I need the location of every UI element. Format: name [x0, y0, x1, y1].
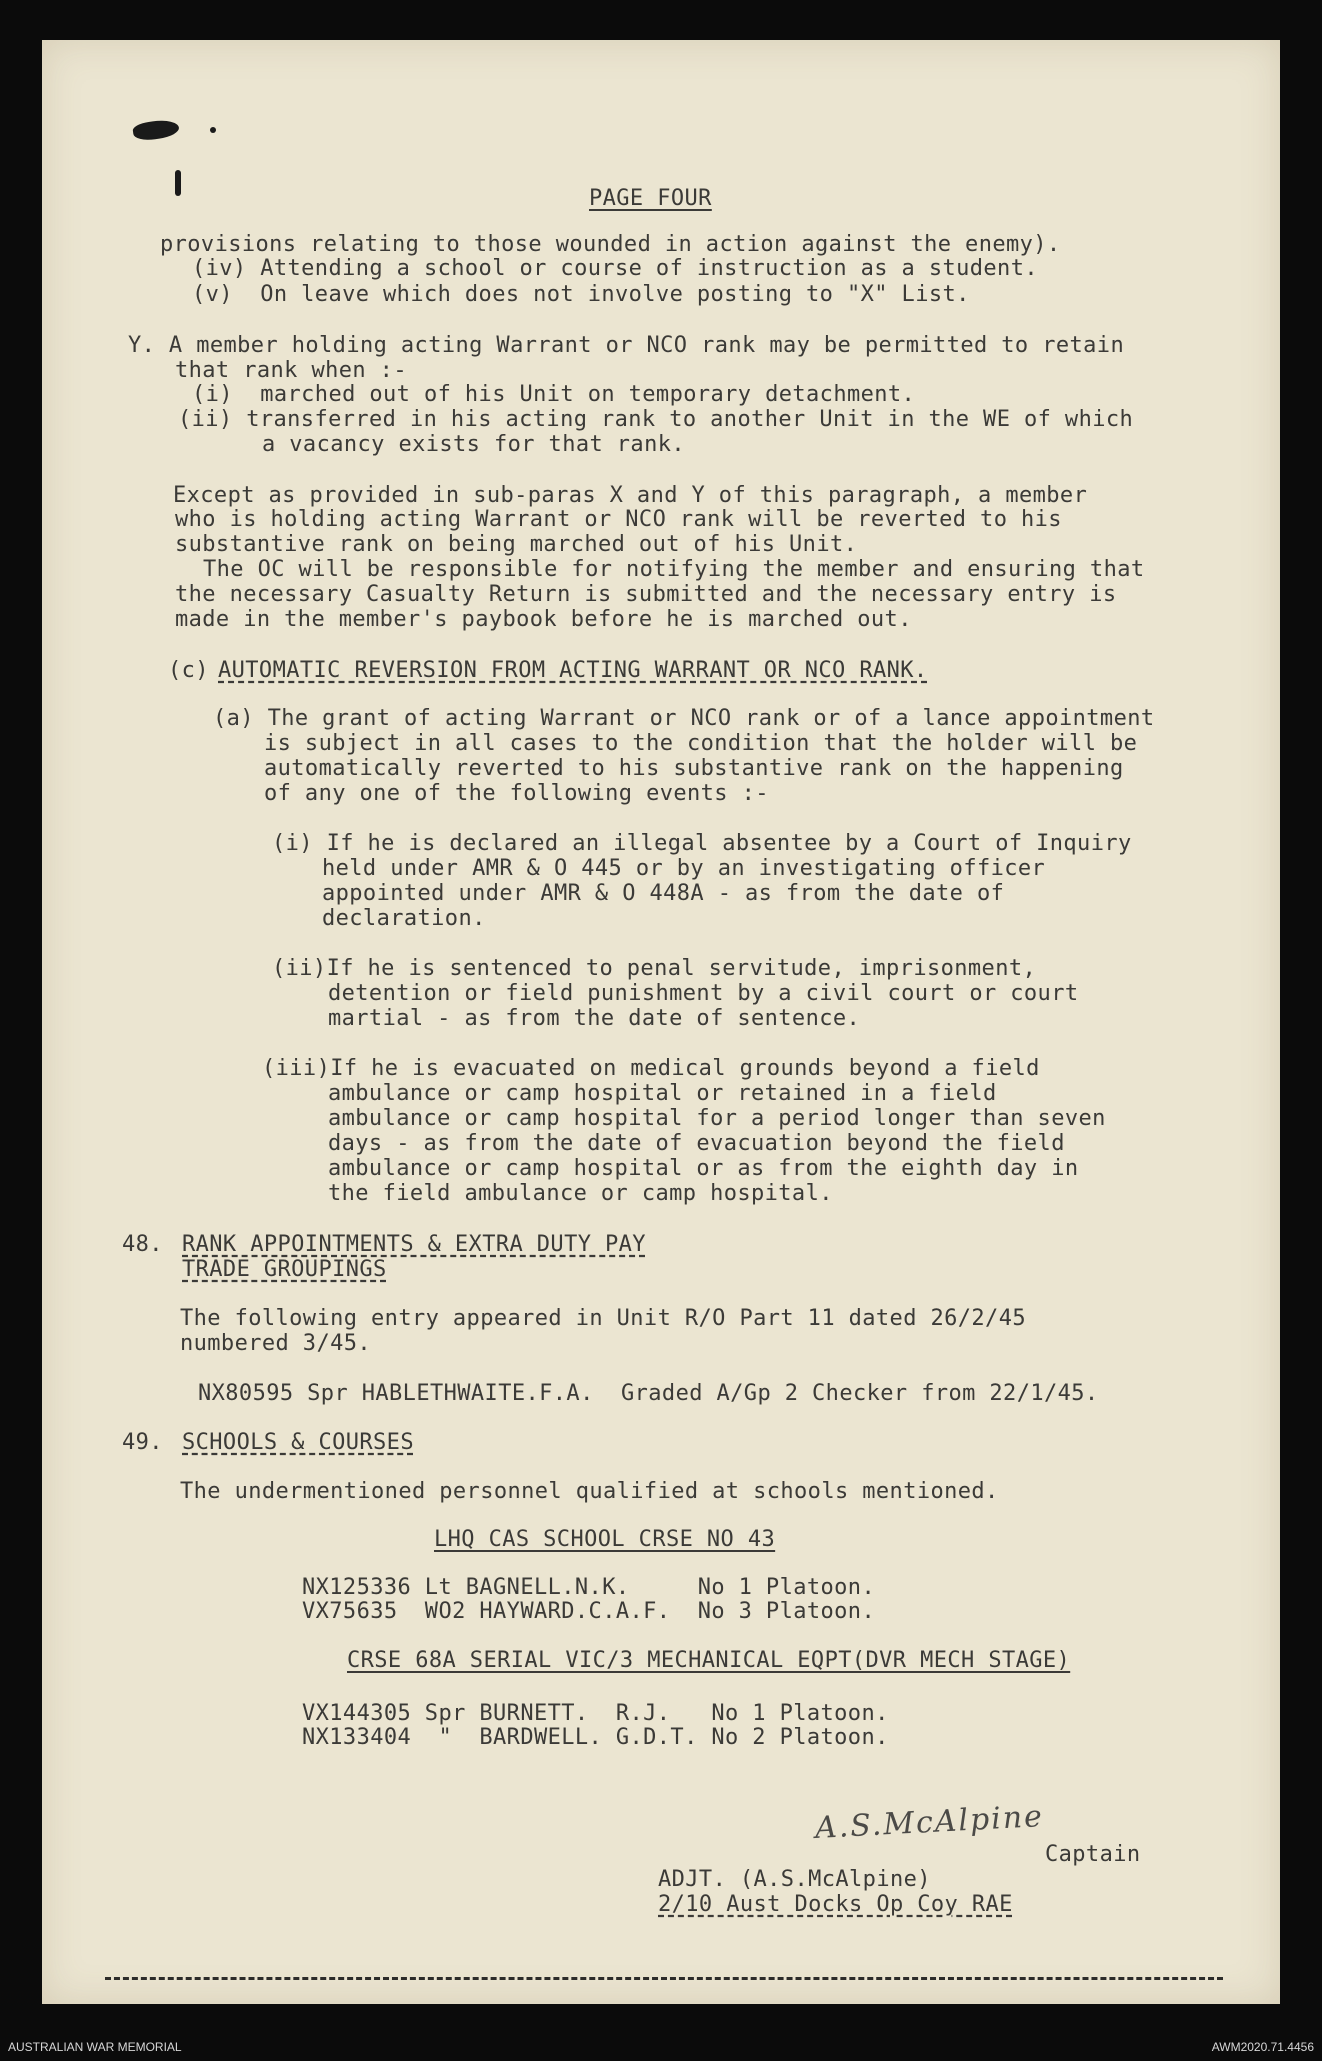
signature-line-2: 2/10 Aust Docks Op Coy RAE — [658, 1892, 1013, 1917]
school-1-title: LHQ CAS SCHOOL CRSE NO 43 — [434, 1527, 776, 1552]
except-line: Except as provided in sub-paras X and Y of this paragraph, a member — [173, 483, 1088, 508]
para-y-line: (i) marched out of his Unit on temporary detachment. — [192, 382, 916, 407]
item-iii-line: ambulance or camp hospital for a period longer than seven — [328, 1106, 1106, 1131]
section-48-body: The following entry appeared in Unit R/O Part 11 dated 26/2/45 — [180, 1306, 1026, 1331]
section-c-para-a: is subject in all cases to the condition that the holder will be — [264, 731, 1138, 756]
item-ii-line: detention or field punishment by a civil court or court — [328, 981, 1079, 1006]
intro-line: provisions relating to those wounded in action against the enemy). — [160, 232, 1061, 257]
section-49-number: 49. — [122, 1430, 163, 1455]
bottom-rule — [105, 1977, 1223, 1980]
except-line: substantive rank on being marched out of his Unit. — [175, 532, 858, 557]
footer-right: AWM2020.71.4456 — [1211, 2040, 1314, 2054]
school-2-row: NX133404 " BARDWELL. G.D.T. No 2 Platoon. — [302, 1725, 889, 1750]
section-48-body: numbered 3/45. — [180, 1331, 372, 1356]
signature-line-1: ADJT. (A.S.McAlpine) — [658, 1867, 931, 1892]
section-49-body: The undermentioned personnel qualified at schools mentioned. — [180, 1479, 999, 1504]
item-iii-line: ambulance or camp hospital or as from the eighth day in — [328, 1156, 1079, 1181]
except-line: the necessary Casualty Return is submitted and the necessary entry is — [175, 582, 1117, 607]
ink-tick-mark — [175, 170, 181, 196]
except-line: The OC will be responsible for notifying the member and ensuring that — [203, 557, 1145, 582]
section-48-number: 48. — [122, 1232, 163, 1257]
item-iii-line: the field ambulance or camp hospital. — [328, 1181, 833, 1206]
section-c-para-a: (a) The grant of acting Warrant or NCO rank or of a lance appointment — [213, 706, 1155, 731]
item-ii-line: martial - as from the date of sentence. — [328, 1006, 861, 1031]
except-line: who is holding acting Warrant or NCO rank will be reverted to his — [175, 507, 1062, 532]
intro-line: (iv) Attending a school or course of instruction as a student. — [192, 256, 1038, 281]
handwritten-signature: A.S.McAlpine — [814, 1799, 1045, 1846]
page-title: PAGE FOUR — [589, 186, 712, 211]
school-2-title: CRSE 68A SERIAL VIC/3 MECHANICAL EQPT(DVR MECH STAGE) — [347, 1648, 1071, 1673]
item-i-line: declaration. — [322, 906, 486, 931]
item-iii-line: (iii)If he is evacuated on medical grounds beyond a field — [262, 1056, 1040, 1081]
school-1-row: VX75635 WO2 HAYWARD.C.A.F. No 3 Platoon. — [302, 1599, 876, 1624]
section-48-entry: NX80595 Spr HABLETHWAITE.F.A. Graded A/Gp 2 Checker from 22/1/45. — [198, 1381, 1099, 1406]
item-i-line: appointed under AMR & O 448A - as from the date of — [322, 881, 1005, 906]
item-i-line: (i) If he is declared an illegal absentee by a Court of Inquiry — [272, 831, 1132, 856]
item-i-line: held under AMR & O 445 or by an investigating officer — [322, 856, 1046, 881]
para-y-line: that rank when :- — [175, 358, 407, 383]
para-y-line: a vacancy exists for that rank. — [262, 432, 685, 457]
para-y-line: Y. A member holding acting Warrant or NCO rank may be permitted to retain — [128, 333, 1125, 358]
section-c-para-a: of any one of the following events :- — [264, 781, 769, 806]
para-y-line: (ii) transferred in his acting rank to another Unit in the WE of which — [178, 407, 1134, 432]
section-48-heading: RANK APPOINTMENTS & EXTRA DUTY PAY — [182, 1232, 646, 1257]
item-iii-line: days - as from the date of evacuation beyond the field — [328, 1131, 1065, 1156]
section-48-subheading: TRADE GROUPINGS — [182, 1257, 387, 1282]
ink-dot-mark — [210, 127, 216, 133]
footer-left: AUSTRALIAN WAR MEMORIAL — [8, 2040, 182, 2054]
section-c-para-a: automatically reverted to his substantive rank on the happening — [264, 756, 1124, 781]
section-c-label: (c) — [168, 658, 209, 683]
item-iii-line: ambulance or camp hospital or retained in a field — [328, 1081, 997, 1106]
signature-rank: Captain — [1045, 1842, 1141, 1867]
section-c-heading: AUTOMATIC REVERSION FROM ACTING WARRANT OR NCO RANK. — [218, 658, 928, 683]
school-1-row: NX125336 Lt BAGNELL.N.K. No 1 Platoon. — [302, 1575, 876, 1600]
except-line: made in the member's paybook before he is marched out. — [175, 607, 912, 632]
intro-line: (v) On leave which does not involve posting to "X" List. — [192, 282, 970, 307]
item-ii-line: (ii)If he is sentenced to penal servitude, imprisonment, — [272, 956, 1037, 981]
school-2-row: VX144305 Spr BURNETT. R.J. No 1 Platoon. — [302, 1701, 889, 1726]
section-49-heading: SCHOOLS & COURSES — [182, 1430, 414, 1455]
